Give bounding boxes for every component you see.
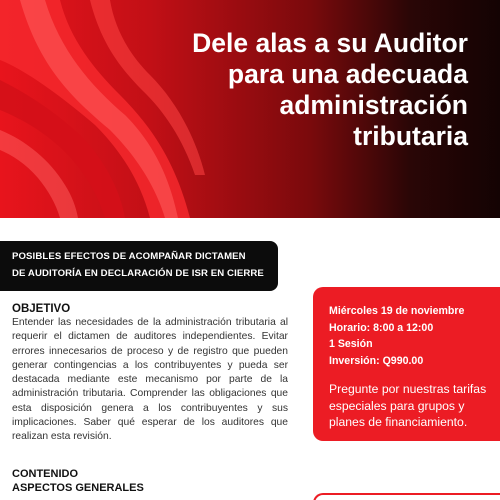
headline-line-3: administración [279,90,468,120]
objective-text: Entender las necesidades de la administración tributaria al requerir el dictamen de auditores independientes. Evitar errores innecesarios de proceso y de registro que pueden generar contingencias a los contribuyentes y pueda ser destacada mediante este mecanismo por parte de la administración tributaria. Comprender las obligaciones que esta disposición genera a los contribuyentes y sus implicaciones. Saber qué esperar de los auditores que realizan esta revisión. [12,317,288,443]
content-section [12,467,288,495]
event-promo: Pregunte por nuestras tarifas especiales para grupos y planes de financiamiento. [329,382,487,429]
secondary-info-box [313,493,500,500]
event-price: Inversión: Q990.00 [329,354,424,367]
content-label: CONTENIDO [12,468,78,480]
objective-label: OBJETIVO [12,303,71,315]
headline-line-4: tributaria [353,121,468,151]
content-sublabel: ASPECTOS GENERALES [12,482,144,494]
section-title-line-2: DE AUDITORÍA EN DECLARACIÓN DE ISR EN CIERRE [12,268,264,279]
objective-section [12,302,288,445]
banner-headline [168,28,468,152]
section-title-bar [0,241,278,291]
event-info-box [313,287,500,441]
event-sessions: 1 Sesión [329,338,373,350]
event-date: Miércoles 19 de noviembre [329,305,465,317]
header-banner [0,0,500,218]
section-title-line-1: POSIBLES EFECTOS DE ACOMPAÑAR DICTAMEN [12,251,246,262]
event-schedule: Horario: 8:00 a 12:00 [329,321,434,334]
headline-line-2: para una adecuada [227,59,468,89]
headline-line-1: Dele alas a su Auditor [192,28,468,58]
